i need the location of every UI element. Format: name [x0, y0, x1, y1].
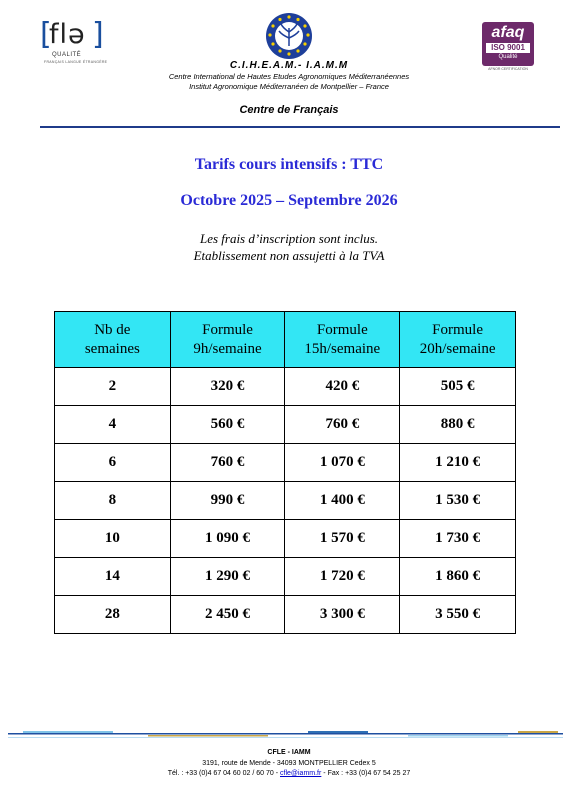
fle-logo-text: flə	[49, 19, 86, 50]
footer-email-link[interactable]: cfle@iamm.fr	[280, 770, 322, 777]
cell-price-15h: 3 300 €	[285, 596, 400, 634]
table-row	[55, 520, 516, 558]
table-row	[55, 444, 516, 482]
header-line: Formule	[316, 321, 368, 338]
note-fees: Les frais d’inscription sont inclus.	[199, 231, 379, 246]
table-row	[55, 596, 516, 634]
fle-bracket-right: ]	[92, 17, 104, 52]
footer-tel: Tél. : +33 (0)4 67 04 60 02 / 60 70 -	[167, 770, 280, 777]
footer-name: CFLE - IAMM	[267, 749, 311, 756]
cell-weeks: 28	[55, 596, 171, 634]
cell-price-20h: 1 860 €	[400, 558, 516, 596]
cell-price-20h: 505 €	[400, 368, 516, 406]
afaq-word: afaq	[491, 24, 525, 41]
cell-price-15h: 1 570 €	[285, 520, 400, 558]
header-line: Formule	[202, 321, 253, 338]
footer-decorative-lines	[8, 729, 563, 741]
cell-weeks: 4	[55, 406, 171, 444]
fle-bracket-left: [	[40, 17, 52, 52]
cell-weeks: 8	[55, 482, 171, 520]
header-15h	[285, 312, 400, 368]
cell-price-9h: 560 €	[170, 406, 285, 444]
header-9h	[170, 312, 285, 368]
org-line-2: Institut Agronomique Méditerranéen de Montpellier – France	[189, 82, 389, 91]
org-line-1: Centre International de Hautes Etudes Agronomiques Méditerranéennes	[168, 72, 410, 81]
cell-price-15h: 1 400 €	[285, 482, 400, 520]
header-20h	[400, 312, 516, 368]
cell-price-9h: 320 €	[170, 368, 285, 406]
fle-logo-sub: FRANÇAIS LANGUE ÉTRANGÈRE	[44, 60, 108, 64]
footer-fax: - Fax : +33 (0)4 67 54 25 27	[321, 770, 411, 777]
cell-weeks: 14	[55, 558, 171, 596]
cell-weeks: 6	[55, 444, 171, 482]
cell-price-15h: 1 070 €	[285, 444, 400, 482]
table-row	[55, 406, 516, 444]
cell-price-9h: 990 €	[170, 482, 285, 520]
centre-name: Centre de Français	[239, 104, 339, 116]
cell-weeks: 10	[55, 520, 171, 558]
cell-price-20h: 1 730 €	[400, 520, 516, 558]
header-line: semaines	[84, 340, 140, 357]
afaq-quality: Qualité	[498, 54, 518, 60]
cell-price-20h: 880 €	[400, 406, 516, 444]
cell-price-9h: 1 090 €	[170, 520, 285, 558]
header-line: 15h/semaine	[304, 340, 381, 357]
afaq-cert: AFNOR CERTIFICATION	[488, 67, 528, 71]
cell-price-15h: 420 €	[285, 368, 400, 406]
header-divider	[40, 126, 560, 128]
note-vat: Etablissement non assujetti à la TVA	[193, 248, 385, 263]
header-line: Nb de	[94, 321, 131, 338]
fle-logo-quality: QUALITÉ	[52, 52, 82, 58]
table-row	[55, 482, 516, 520]
cell-price-20h: 1 530 €	[400, 482, 516, 520]
cell-price-20h: 1 210 €	[400, 444, 516, 482]
table-row	[55, 368, 516, 406]
cell-price-9h: 2 450 €	[170, 596, 285, 634]
ciheam-emblem-icon	[265, 12, 313, 60]
cell-price-9h: 1 290 €	[170, 558, 285, 596]
afaq-iso: ISO 9001	[486, 43, 530, 53]
footer-contact	[0, 770, 578, 777]
header-line: 20h/semaine	[419, 340, 496, 357]
cell-price-9h: 760 €	[170, 444, 285, 482]
table-row	[55, 558, 516, 596]
cell-price-15h: 1 720 €	[285, 558, 400, 596]
cell-price-20h: 3 550 €	[400, 596, 516, 634]
page-period: Octobre 2025 – Septembre 2026	[180, 192, 398, 209]
page-title: Tarifs cours intensifs : TTC	[194, 156, 384, 173]
footer-address: 3191, route de Mende - 34093 MONTPELLIER Cedex 5	[202, 760, 376, 767]
header-weeks	[55, 312, 171, 368]
cell-weeks: 2	[55, 368, 171, 406]
cell-price-15h: 760 €	[285, 406, 400, 444]
org-title: C.I.H.E.A.M.- I.A.M.M	[229, 60, 349, 71]
table-header-row	[55, 312, 516, 368]
pricing-table	[54, 311, 516, 634]
header-line: 9h/semaine	[193, 340, 262, 357]
header-line: Formule	[432, 321, 484, 338]
